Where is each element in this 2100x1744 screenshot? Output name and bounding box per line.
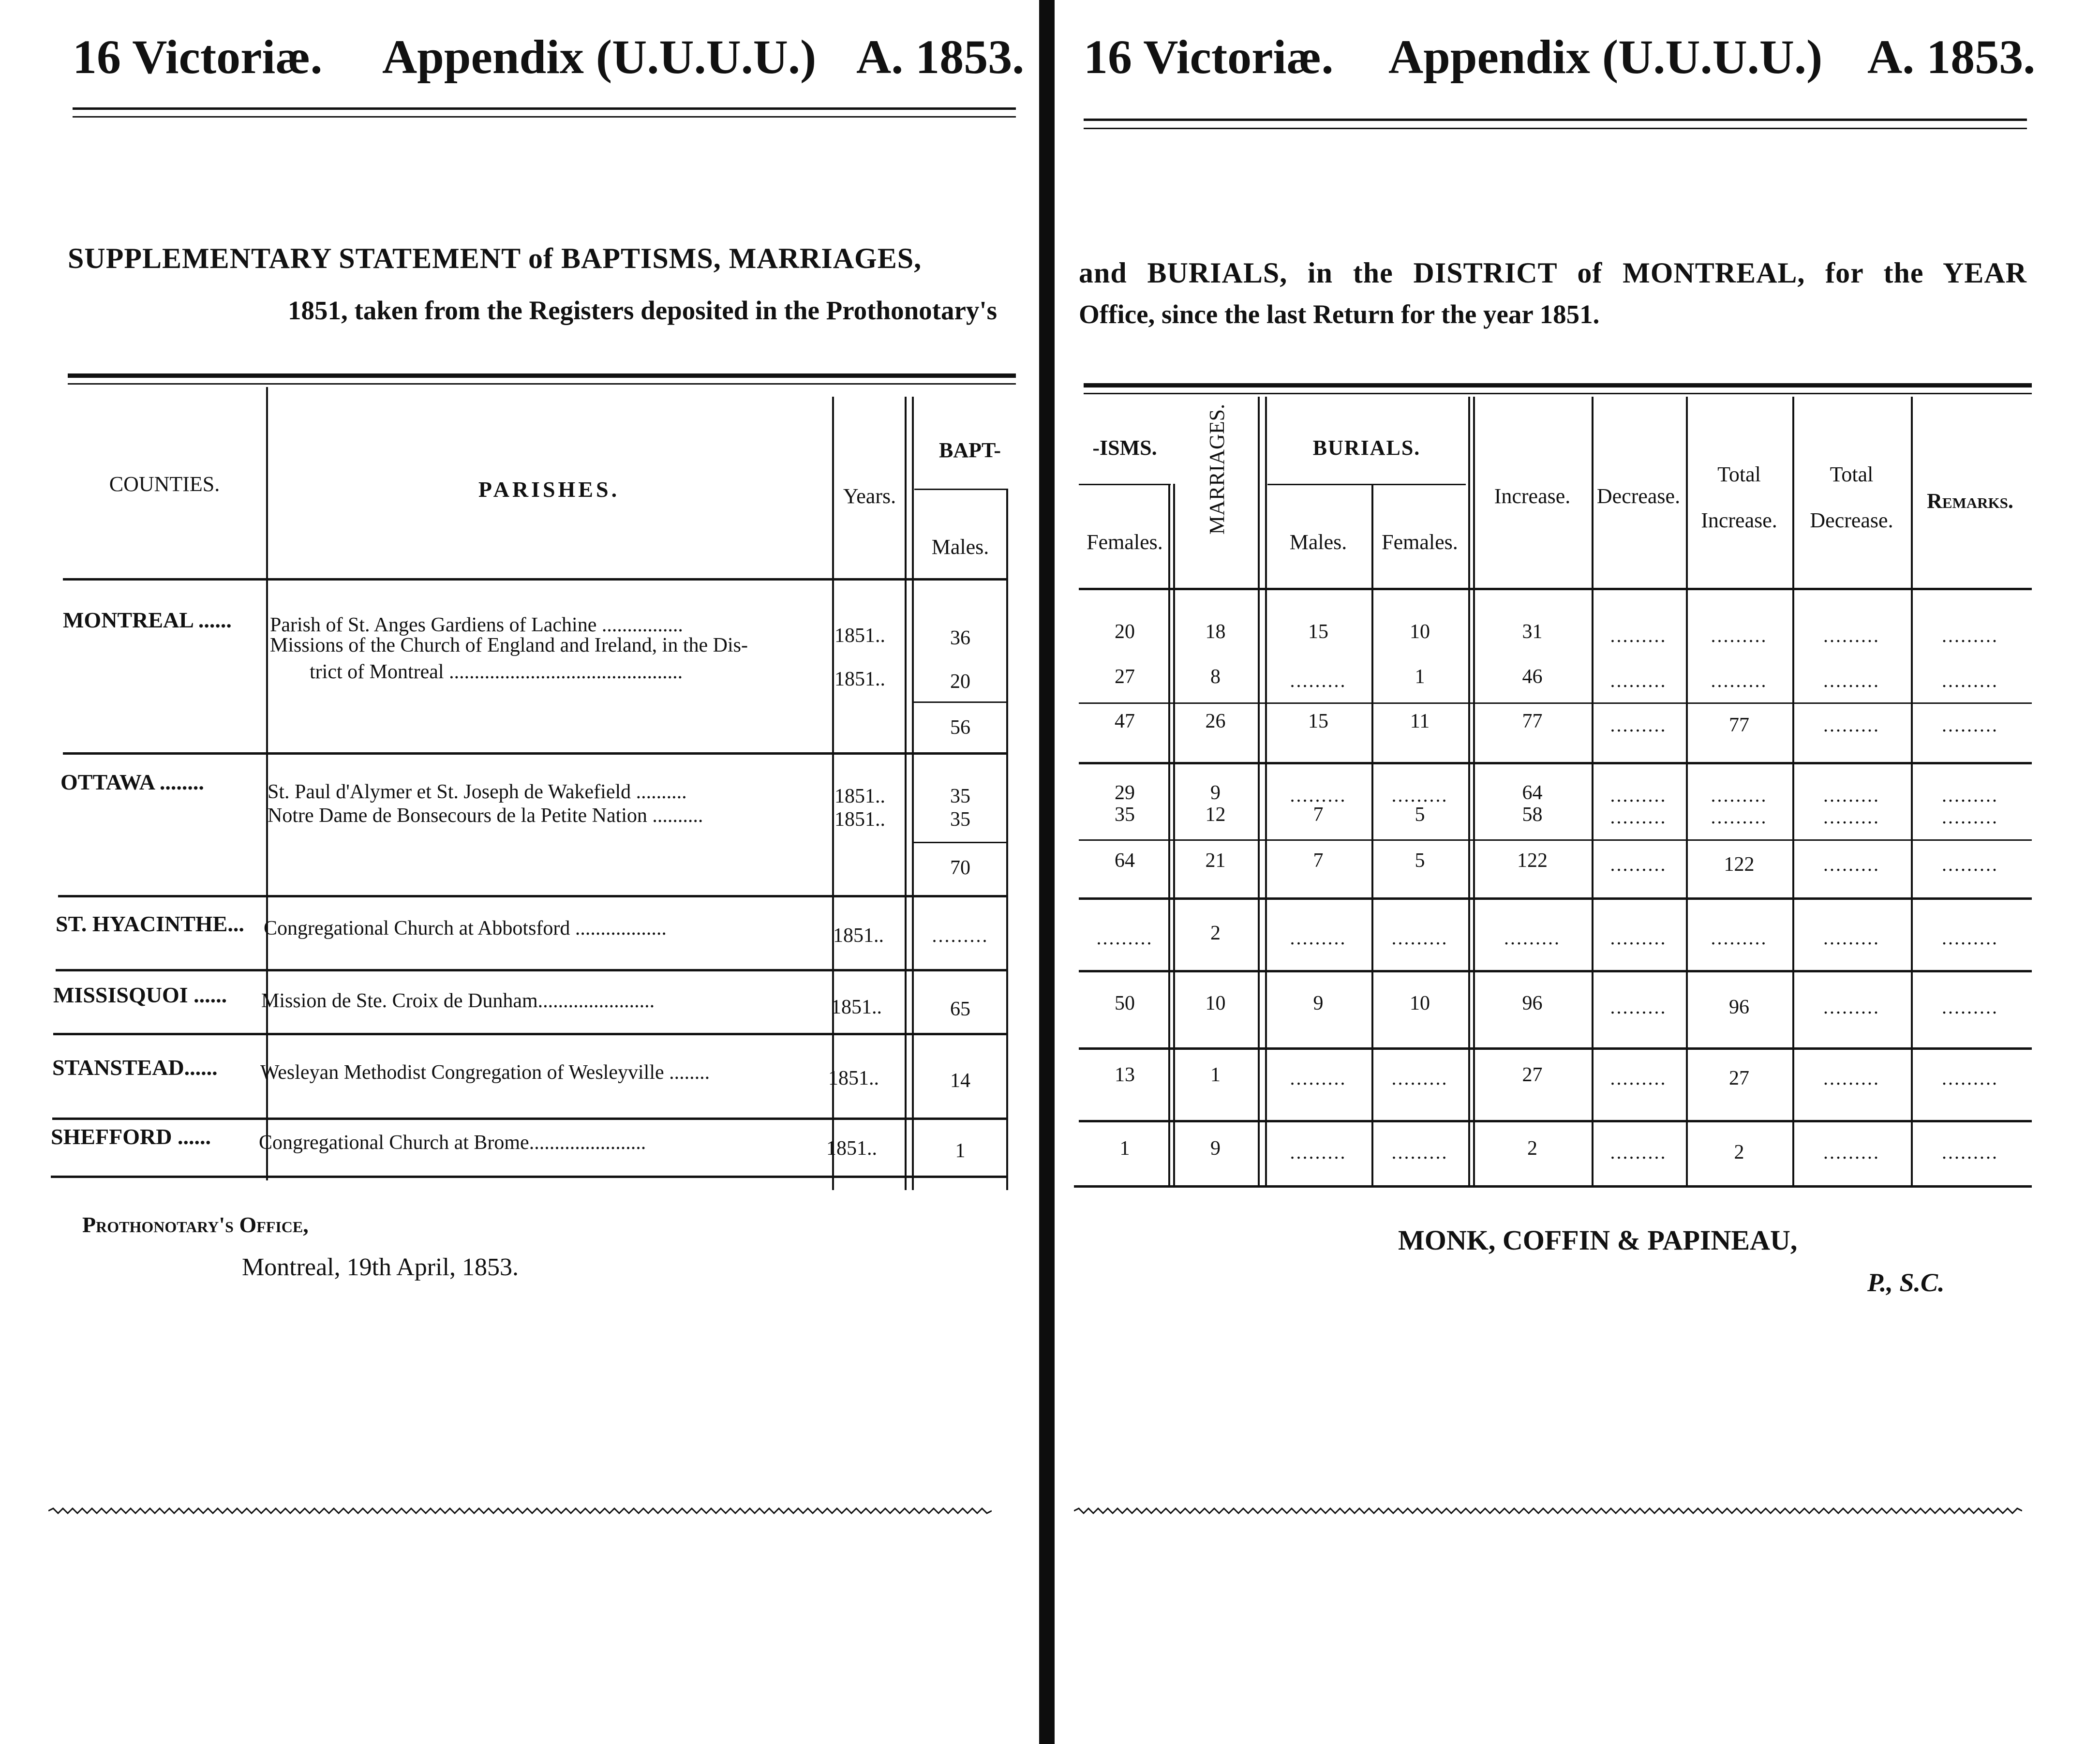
baptism-males-value: 20 xyxy=(950,671,970,693)
empty-cell: ......... xyxy=(1610,1141,1667,1163)
empty-cell: ......... xyxy=(1823,996,1880,1018)
header-increase: Increase. xyxy=(1494,484,1571,508)
page-end-rule xyxy=(48,1507,992,1515)
year-value: 1851.. xyxy=(826,1137,877,1160)
empty-cell: ......... xyxy=(1942,806,1998,828)
title-line-2: 1851, taken from the Registers deposited in the Prothonotary's xyxy=(288,296,998,325)
year-value: 1851.. xyxy=(834,785,885,807)
empty-cell: ......... xyxy=(1391,927,1448,949)
row-rule xyxy=(1079,762,2032,764)
header-decrease: Decrease. xyxy=(1596,484,1681,508)
baptism-females-value: 29 xyxy=(1115,782,1135,804)
header-baptisms-cont: -ISMS. xyxy=(1092,436,1157,460)
county-st-hyacinthe: ST. HYACINTHE... xyxy=(56,911,244,936)
empty-cell: ......... xyxy=(1290,784,1347,806)
total-increase-value: 2 xyxy=(1734,1141,1744,1163)
county-missisquoi: MISSISQUOI ...... xyxy=(53,983,227,1007)
subtotal-rule xyxy=(1079,702,2032,704)
marriages-value: 9 xyxy=(1210,1137,1221,1160)
county-montreal: MONTREAL ...... xyxy=(63,608,232,632)
total-increase-value: 122 xyxy=(1724,853,1755,876)
total-increase-value: 77 xyxy=(1729,714,1749,736)
burials-males-value: 15 xyxy=(1308,621,1328,643)
marriages-value: 1 xyxy=(1210,1064,1221,1086)
year-value: 1851.. xyxy=(834,625,885,647)
empty-cell: ......... xyxy=(1711,784,1768,806)
empty-cell: ......... xyxy=(932,924,989,946)
year-value: 1851.. xyxy=(834,668,885,690)
parish-name: Congregational Church at Abbotsford .................. xyxy=(264,917,667,939)
header-rule xyxy=(914,489,1006,490)
empty-cell: ......... xyxy=(1942,927,1998,949)
year-value: 1851.. xyxy=(834,808,885,831)
head-rule xyxy=(73,116,1016,118)
header-burials-females: Females. xyxy=(1382,530,1458,554)
empty-cell: ......... xyxy=(1942,670,1998,691)
baptism-males-total: 70 xyxy=(950,857,970,879)
header-marriages: MARRIAGES. xyxy=(1205,403,1229,535)
baptism-males-value: 35 xyxy=(950,785,970,807)
empty-cell: ......... xyxy=(1610,714,1667,736)
parish-name: St. Paul d'Alymer et St. Joseph de Wakefield .......... xyxy=(268,781,687,803)
empty-cell: ......... xyxy=(1610,853,1667,875)
subtotal-rule xyxy=(912,701,1006,703)
header-baptisms: BAPT- xyxy=(939,438,1001,462)
county-ottawa: OTTAWA ........ xyxy=(60,770,204,794)
baptism-males-value: 65 xyxy=(950,998,970,1020)
column-rule xyxy=(1686,397,1688,1185)
header-rule xyxy=(1267,484,1466,485)
increase-value: 31 xyxy=(1522,621,1543,643)
header-total-increase: Total xyxy=(1717,462,1761,486)
table-bottom-rule xyxy=(51,1176,1006,1178)
parish-name: Missions of the Church of England and Ireland, in the Dis- xyxy=(270,634,748,656)
total-increase-value: 96 xyxy=(1729,996,1749,1018)
burials-females-value: 1 xyxy=(1415,666,1425,688)
column-rule xyxy=(1258,397,1260,1185)
date-line: Montreal, 19th April, 1853. xyxy=(242,1253,519,1281)
column-rule xyxy=(1468,397,1470,1185)
page-gutter xyxy=(1039,0,1055,1744)
increase-value: 64 xyxy=(1522,782,1543,804)
empty-cell: ......... xyxy=(1711,927,1768,949)
empty-cell: ......... xyxy=(1823,714,1880,736)
increase-value: 96 xyxy=(1522,992,1543,1014)
marriages-value: 12 xyxy=(1205,804,1226,826)
signatories: MONK, COFFIN & PAPINEAU, xyxy=(1398,1224,1798,1256)
row-rule xyxy=(1079,1047,2032,1050)
column-rule xyxy=(1473,397,1475,1185)
empty-cell: ......... xyxy=(1942,784,1998,806)
burials-males-total: 7 xyxy=(1313,850,1324,872)
increase-value: 27 xyxy=(1522,1064,1543,1086)
empty-cell: ......... xyxy=(1610,670,1667,691)
head-rule xyxy=(1084,128,2027,129)
marriages-total: 21 xyxy=(1205,850,1226,872)
column-rule xyxy=(1006,489,1008,1190)
empty-cell: ......... xyxy=(1290,670,1347,691)
running-head-volume: 16 Victoriæ. xyxy=(1084,30,1334,84)
baptism-males-value: 35 xyxy=(950,808,970,831)
empty-cell: ......... xyxy=(1942,1141,1998,1163)
running-head-year: A. 1853. xyxy=(856,30,1025,84)
header-parishes: PARISHES. xyxy=(478,477,620,502)
baptism-females-value: 27 xyxy=(1115,666,1135,688)
parish-name: trict of Montreal .............................................. xyxy=(310,661,683,683)
row-rule xyxy=(56,969,1006,971)
increase-value: 46 xyxy=(1522,666,1543,688)
baptism-females-value: 20 xyxy=(1115,621,1135,643)
burials-males-value: 7 xyxy=(1313,804,1324,826)
baptism-males-value: 36 xyxy=(950,627,970,649)
head-rule xyxy=(1084,119,2027,121)
county-stanstead: STANSTEAD...... xyxy=(52,1055,218,1080)
column-rule xyxy=(1792,397,1794,1185)
column-rule xyxy=(905,397,907,1190)
header-remarks: Remarks. xyxy=(1927,489,2013,513)
table-top-rule xyxy=(1084,383,2032,388)
row-rule xyxy=(1079,897,2032,900)
burials-females-value: 10 xyxy=(1410,621,1430,643)
empty-cell: ......... xyxy=(1610,927,1667,949)
title-line-4: Office, since the last Return for the year 1851. xyxy=(1079,299,1600,329)
baptism-males-value: 14 xyxy=(950,1070,970,1092)
empty-cell: ......... xyxy=(1823,1141,1880,1163)
increase-total: 122 xyxy=(1517,850,1548,872)
subtotal-rule xyxy=(1079,839,2032,841)
signatory-title: P., S.C. xyxy=(1867,1268,1945,1297)
header-total-decrease: Decrease. xyxy=(1810,508,1893,532)
header-total-decrease: Total xyxy=(1830,462,1874,486)
marriages-value: 9 xyxy=(1210,782,1221,804)
table-top-rule xyxy=(68,383,1016,385)
empty-cell: ......... xyxy=(1610,625,1667,646)
empty-cell: ......... xyxy=(1610,996,1667,1018)
header-males: Males. xyxy=(931,535,989,559)
empty-cell: ......... xyxy=(1610,806,1667,828)
empty-cell: ......... xyxy=(1504,927,1561,949)
burials-females-total: 11 xyxy=(1410,710,1430,732)
running-head-appendix: Appendix (U.U.U.U.) xyxy=(1388,30,1823,84)
baptism-females-value: 1 xyxy=(1119,1137,1130,1160)
empty-cell: ......... xyxy=(1823,806,1880,828)
baptism-females-total: 47 xyxy=(1115,710,1135,732)
table-top-rule xyxy=(68,373,1016,378)
row-rule xyxy=(52,1118,1006,1120)
row-rule xyxy=(53,1033,1006,1035)
row-rule xyxy=(58,895,1006,897)
empty-cell: ......... xyxy=(1942,625,1998,646)
header-bottom-rule xyxy=(1079,588,2032,590)
header-burials: BURIALS. xyxy=(1312,436,1421,460)
total-increase-value: 27 xyxy=(1729,1067,1749,1089)
marriages-value: 2 xyxy=(1210,922,1221,944)
empty-cell: ......... xyxy=(1391,784,1448,806)
head-rule xyxy=(73,107,1016,110)
header-counties: COUNTIES. xyxy=(109,472,220,496)
increase-value: 58 xyxy=(1522,804,1543,826)
table-bottom-rule xyxy=(1074,1185,2032,1188)
column-rule xyxy=(1911,397,1913,1185)
baptism-males-value: 1 xyxy=(955,1140,966,1162)
empty-cell: ......... xyxy=(1290,1141,1347,1163)
empty-cell: ......... xyxy=(1711,806,1768,828)
title-line-1: SUPPLEMENTARY STATEMENT of BAPTISMS, MARRIAGES, xyxy=(68,242,922,274)
running-head-year: A. 1853. xyxy=(1867,30,2036,84)
table-top-rule xyxy=(1084,393,2032,394)
burials-females-value: 10 xyxy=(1410,992,1430,1014)
marriages-value: 18 xyxy=(1205,621,1226,643)
parish-name: Mission de Ste. Croix de Dunham....................... xyxy=(261,990,655,1012)
empty-cell: ......... xyxy=(1823,927,1880,949)
empty-cell: ......... xyxy=(1823,853,1880,875)
empty-cell: ......... xyxy=(1290,1067,1347,1089)
header-years: Years. xyxy=(843,484,896,508)
running-head-volume: 16 Victoriæ. xyxy=(73,30,323,84)
empty-cell: ......... xyxy=(1610,784,1667,806)
marriages-total: 26 xyxy=(1205,710,1226,732)
right-page xyxy=(1055,0,2100,1744)
header-bottom-rule xyxy=(63,578,1006,581)
baptism-females-value: 50 xyxy=(1115,992,1135,1014)
baptism-females-total: 64 xyxy=(1115,850,1135,872)
year-value: 1851.. xyxy=(833,924,884,947)
row-rule xyxy=(63,752,1006,755)
burials-males-value: 9 xyxy=(1313,992,1324,1014)
year-value: 1851.. xyxy=(831,996,882,1018)
title-line-3: and BURIALS, in the DISTRICT of MONTREAL, for the YEAR xyxy=(1079,257,2027,289)
burials-males-total: 15 xyxy=(1308,710,1328,732)
row-rule xyxy=(1079,1120,2032,1122)
empty-cell: ......... xyxy=(1823,625,1880,646)
baptism-females-value: 13 xyxy=(1115,1064,1135,1086)
parish-name: Wesleyan Methodist Congregation of Wesleyville ........ xyxy=(260,1061,710,1084)
empty-cell: ......... xyxy=(1823,784,1880,806)
header-rule xyxy=(1079,484,1171,485)
empty-cell: ......... xyxy=(1096,927,1153,949)
running-head-appendix: Appendix (U.U.U.U.) xyxy=(382,30,817,84)
empty-cell: ......... xyxy=(1942,996,1998,1018)
header-total-increase: Increase. xyxy=(1701,508,1777,532)
empty-cell: ......... xyxy=(1823,670,1880,691)
empty-cell: ......... xyxy=(1290,927,1347,949)
increase-total: 77 xyxy=(1522,710,1543,732)
office-line: Prothonotary's Office, xyxy=(82,1212,309,1237)
parish-name: Notre Dame de Bonsecours de la Petite Nation .......... xyxy=(268,805,703,827)
empty-cell: ......... xyxy=(1942,853,1998,875)
burials-females-value: 5 xyxy=(1415,804,1425,826)
column-rule xyxy=(912,397,914,1190)
column-rule xyxy=(1265,397,1267,1185)
empty-cell: ......... xyxy=(1942,1067,1998,1089)
empty-cell: ......... xyxy=(1610,1067,1667,1089)
increase-value: 2 xyxy=(1527,1137,1537,1160)
marriages-value: 8 xyxy=(1210,666,1221,688)
empty-cell: ......... xyxy=(1391,1067,1448,1089)
burials-females-total: 5 xyxy=(1415,850,1425,872)
empty-cell: ......... xyxy=(1391,1141,1448,1163)
subtotal-rule xyxy=(912,842,1006,843)
header-burials-males: Males. xyxy=(1289,530,1347,554)
empty-cell: ......... xyxy=(1823,1067,1880,1089)
marriages-value: 10 xyxy=(1205,992,1226,1014)
baptism-males-total: 56 xyxy=(950,716,970,739)
county-shefford: SHEFFORD ...... xyxy=(51,1124,211,1149)
parish-name: Parish of St. Anges Gardiens of Lachine ................ xyxy=(270,614,683,636)
left-page xyxy=(0,0,1035,1744)
parish-name: Congregational Church at Brome....................... xyxy=(259,1132,646,1154)
baptism-females-value: 35 xyxy=(1115,804,1135,826)
year-value: 1851.. xyxy=(828,1067,879,1089)
empty-cell: ......... xyxy=(1711,625,1768,646)
empty-cell: ......... xyxy=(1711,670,1768,691)
page-end-rule xyxy=(1074,1507,2022,1515)
empty-cell: ......... xyxy=(1942,714,1998,736)
row-rule xyxy=(1079,970,2032,972)
header-females: Females. xyxy=(1087,530,1163,554)
